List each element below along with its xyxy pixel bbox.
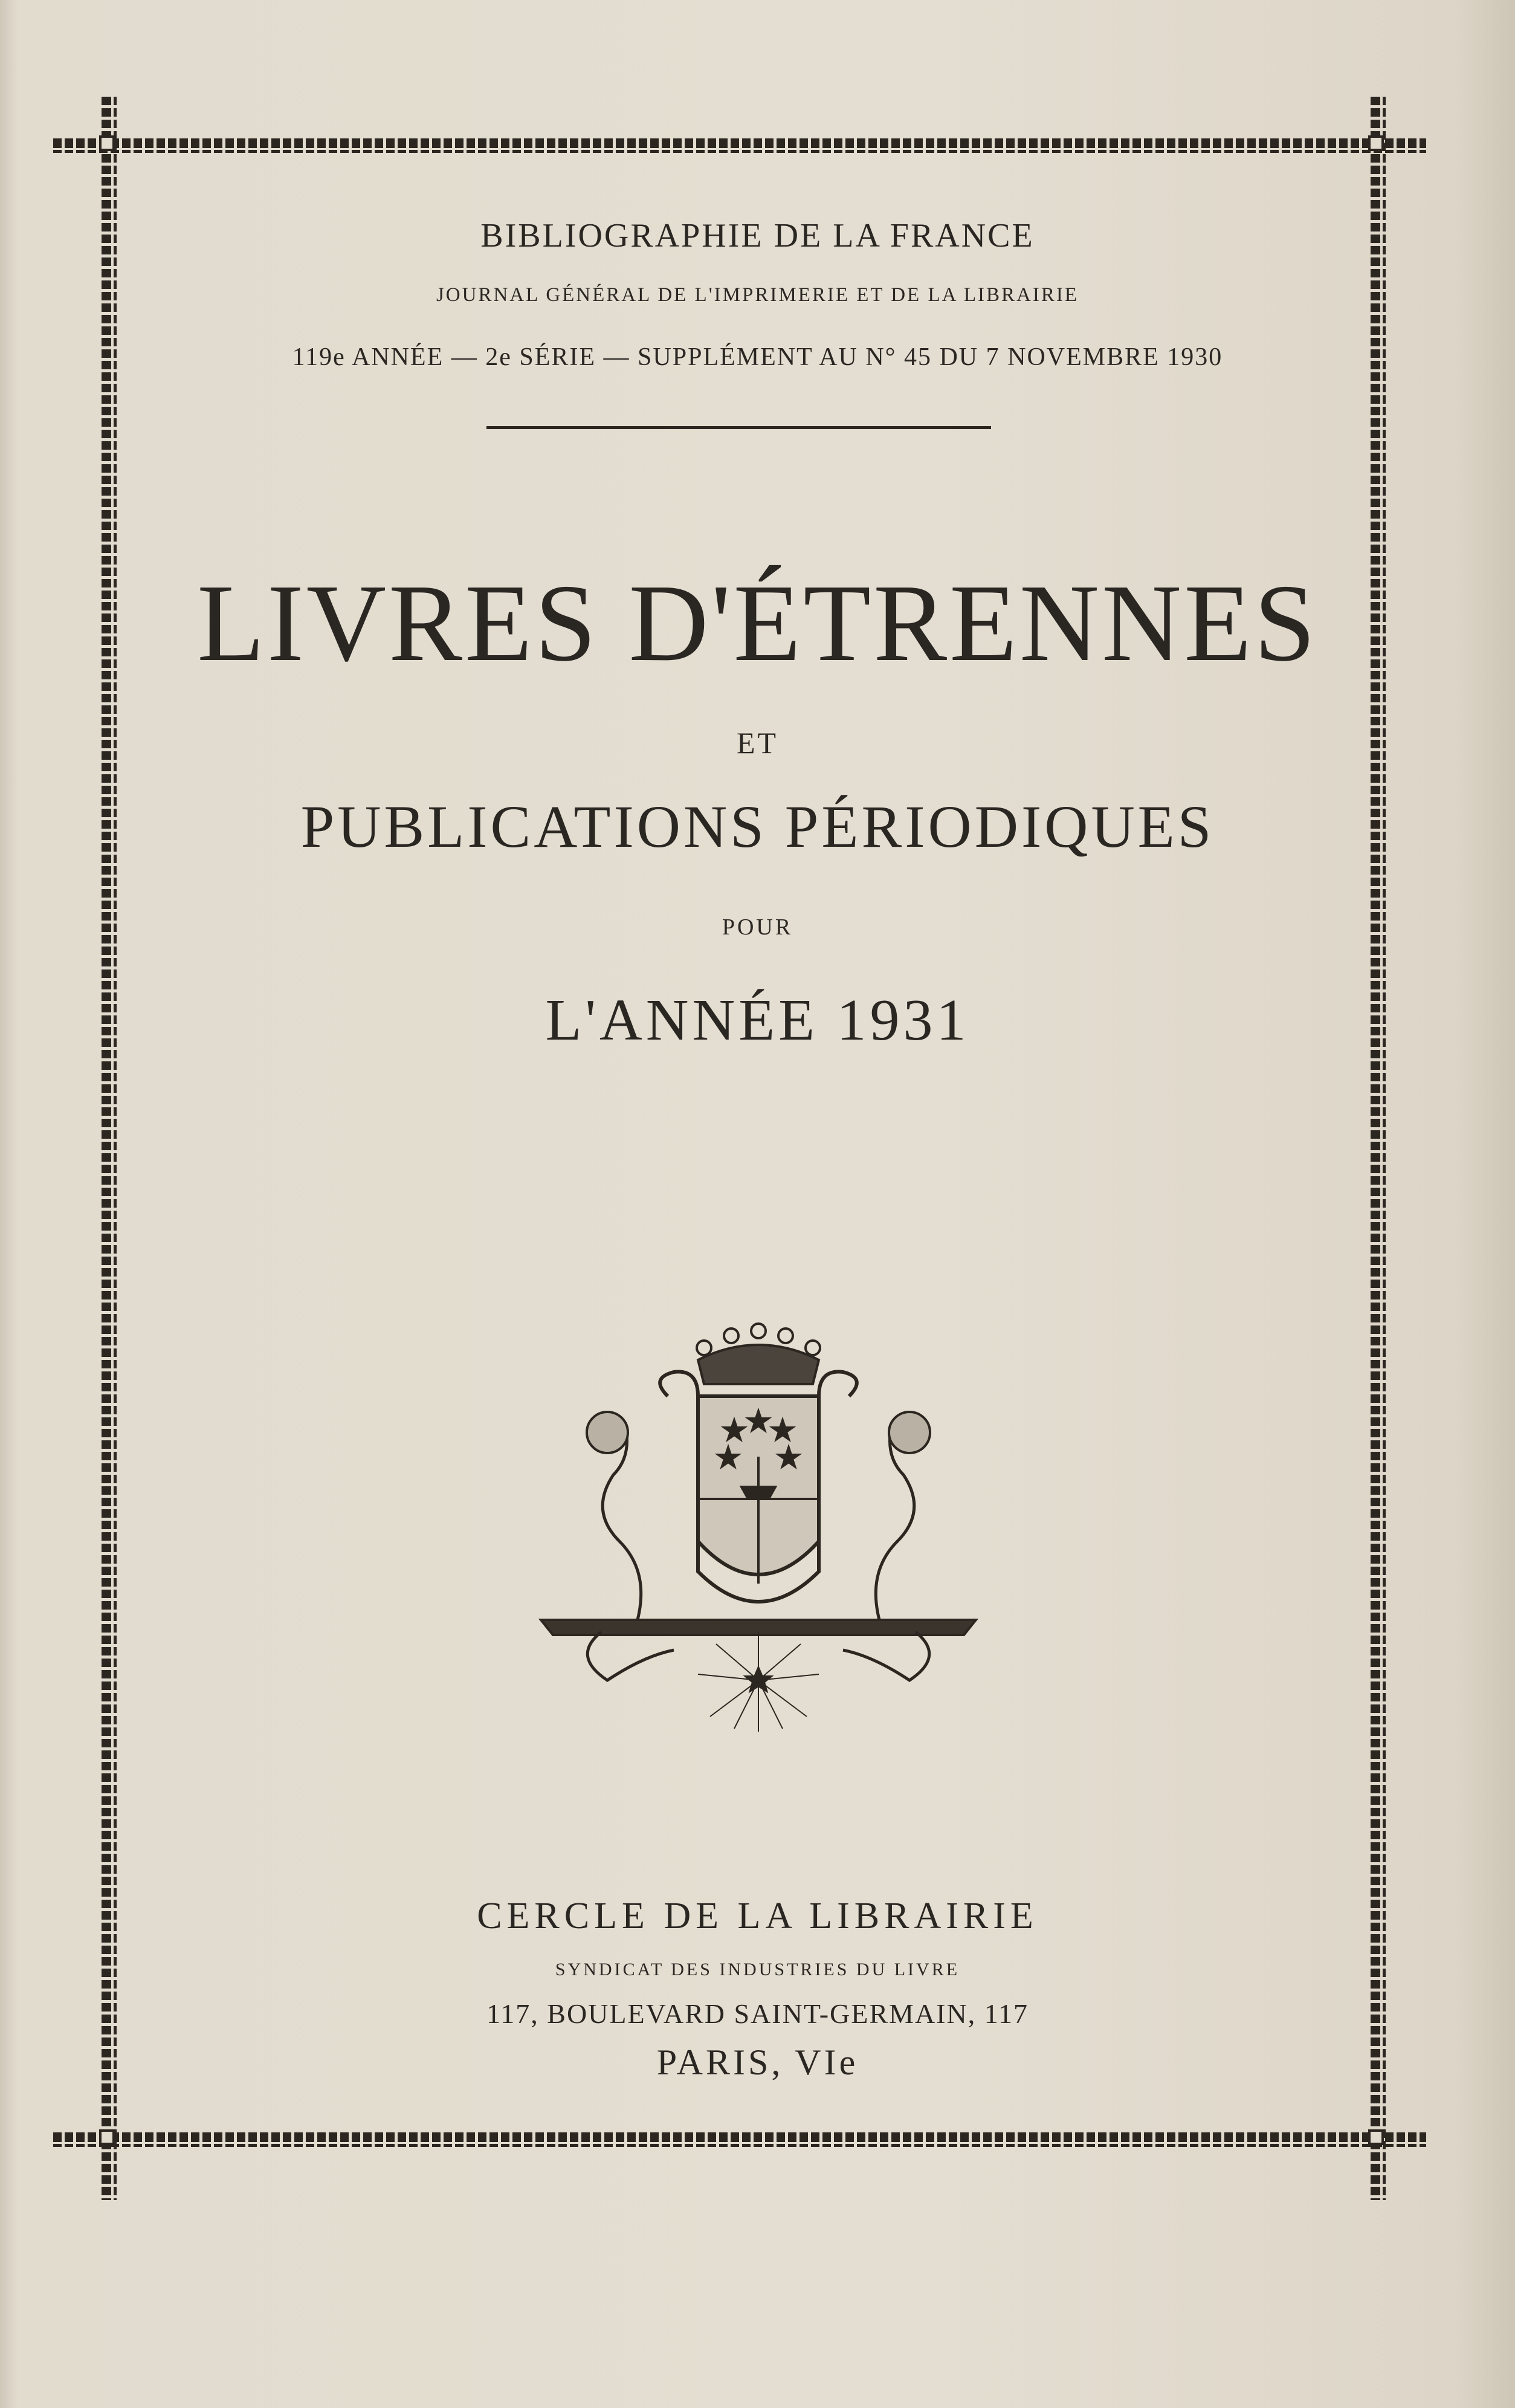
frame-right-rule-inner — [1383, 97, 1386, 2200]
frame-corner-top-left — [99, 135, 115, 151]
header-separator — [486, 426, 991, 429]
frame-corner-bottom-left — [99, 2129, 115, 2145]
coat-of-arms-emblem-icon — [517, 1257, 1000, 1741]
title-preposition: POUR — [722, 914, 793, 940]
frame-left-rule — [102, 97, 111, 2200]
frame-right-rule — [1371, 97, 1380, 2200]
year-title: L'ANNÉE 1931 — [545, 988, 970, 1053]
publisher-city: PARIS, VIe — [656, 2042, 859, 2082]
frame-bottom-rule-inner — [53, 2144, 1426, 2147]
publisher-name: CERCLE DE LA LIBRAIRIE — [477, 1895, 1038, 1937]
main-title: LIVRES D'ÉTRENNES — [197, 562, 1318, 684]
journal-title: BIBLIOGRAPHIE DE LA FRANCE — [480, 217, 1035, 254]
secondary-title: PUBLICATIONS PÉRIODIQUES — [300, 793, 1215, 860]
frame-corner-top-right — [1368, 135, 1384, 151]
frame-bottom-rule — [53, 2132, 1426, 2142]
publisher-address: 117, BOULEVARD SAINT-GERMAIN, 117 — [486, 1998, 1029, 2029]
frame-top-rule-inner — [53, 150, 1426, 153]
frame-corner-bottom-right — [1368, 2129, 1384, 2145]
frame-top-rule — [53, 138, 1426, 148]
publisher-syndicate: SYNDICAT DES INDUSTRIES DU LIVRE — [555, 1960, 960, 1979]
title-conjunction: ET — [736, 726, 779, 760]
issue-line: 119e ANNÉE — 2e SÉRIE — SUPPLÉMENT AU N° 45 DU 7 NOVEMBRE 1930 — [292, 343, 1223, 371]
journal-subtitle: JOURNAL GÉNÉRAL DE L'IMPRIMERIE ET DE LA LIBRAIRIE — [436, 284, 1079, 306]
frame-left-rule-inner — [114, 97, 117, 2200]
